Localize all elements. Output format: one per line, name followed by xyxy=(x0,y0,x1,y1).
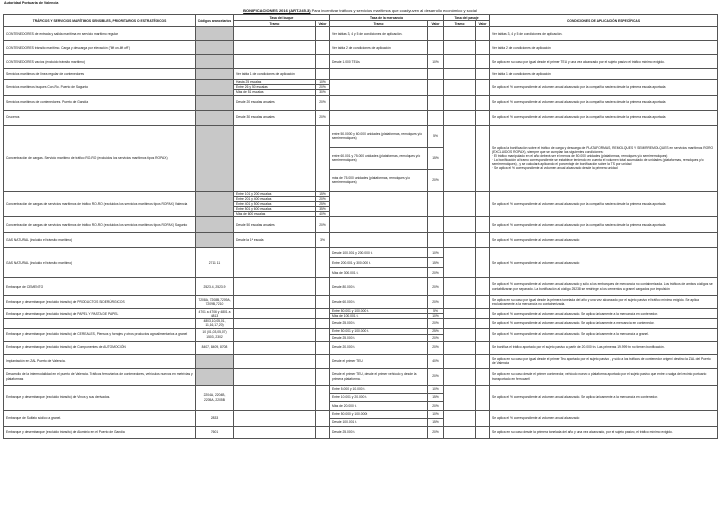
merc-tramo-cell: entre 60.001 y 75.000 unidades (plataformas, remolques y/o semirremolques) xyxy=(330,147,428,169)
merc-tramo-cell: Ver tablas 3, 4 y 5 de condiciones de aplicación. xyxy=(330,27,428,41)
table-row xyxy=(4,426,718,438)
merc-valor-cell: 10% xyxy=(428,314,444,319)
conditions-cell: Ver tablas 3, 4 y 5 de condiciones de aplicación. xyxy=(490,27,718,41)
codes-cell: 2711 11 xyxy=(196,248,234,278)
codes-cell xyxy=(196,217,234,233)
col-tasa-mercancia: Tasa de la mercancía xyxy=(330,15,444,21)
traffic-cell: Embarque y desembarque (excluido tránsito) de Componentes de AUTOMOCIÓN xyxy=(4,341,196,354)
codes-cell: 4701 a 4706 y 4801 a 4813 xyxy=(196,309,234,319)
buque-tramo-cell xyxy=(234,368,316,385)
buque-tramo-cell: Desde 50 escalas anuales xyxy=(234,217,316,233)
buque-valor-cell xyxy=(316,278,330,296)
title-bold: BONIFICACIONES 2016 (ART.245.3) xyxy=(243,8,311,13)
merc-tramo-cell: Más de 100.001 t. xyxy=(330,314,428,319)
merc-tramo-cell xyxy=(330,191,428,217)
buque-valor-cell: 15% xyxy=(316,191,330,196)
table-row xyxy=(4,27,718,41)
buque-tramo-cell: Entre 501 y 600 escalas xyxy=(234,206,316,211)
pasaje-tramo-cell xyxy=(444,368,476,385)
conditions-cell: Se aplica el % correspondiente al volumen anual alcanzado por la compañía naviera desde la primera escala aportada xyxy=(490,80,718,95)
merc-valor-cell xyxy=(428,217,444,233)
buque-tramo-cell xyxy=(234,125,316,191)
merc-valor-cell: 15% xyxy=(428,258,444,268)
pasaje-valor-cell xyxy=(476,341,490,354)
codes-cell xyxy=(196,191,234,217)
conditions-cell: Se aplica el % correspondiente al volumen anual alcanzado por la compañía naviera desde la primera escala aportada xyxy=(490,110,718,125)
merc-valor-cell: 20% xyxy=(428,169,444,191)
buque-valor-cell xyxy=(316,41,330,55)
title-rest: Para incentivar tráficos y servicios marítimos que coadyuven al desarrollo económico y social xyxy=(310,8,477,13)
buque-valor-cell: 3% xyxy=(316,233,330,248)
codes-cell: 7208A, 7208B,7209A, 7209B,7210 xyxy=(196,296,234,309)
pasaje-tramo-cell xyxy=(444,27,476,41)
merc-tramo-cell: Desde 100.001 y 200.000 t. xyxy=(330,248,428,258)
pasaje-tramo-cell xyxy=(444,354,476,368)
codes-cell xyxy=(196,41,234,55)
merc-valor-cell: 25% xyxy=(428,328,444,335)
table-row xyxy=(4,110,718,125)
pasaje-valor-cell xyxy=(476,69,490,80)
col-traffic: TRÁFICOS Y SERVICIOS MARÍTIMOS SENSIBLES, PRIORITARIOS O ESTRATÉGICOS xyxy=(4,15,196,27)
codes-cell xyxy=(196,80,234,95)
buque-tramo-cell xyxy=(234,248,316,278)
pasaje-tramo-cell xyxy=(444,426,476,438)
traffic-cell: CONTENEDORES tránsito marítimo. Carga y descarga por elevación ("lift on-lift off") xyxy=(4,41,196,55)
pasaje-tramo-cell xyxy=(444,248,476,278)
buque-valor-cell: 20% xyxy=(316,95,330,110)
traffic-cell: Servicios marítimos buques Con-Ro. Puerto de Sagunto xyxy=(4,80,196,95)
pasaje-tramo-cell xyxy=(444,328,476,341)
merc-valor-cell xyxy=(428,27,444,41)
merc-valor-cell xyxy=(428,233,444,248)
buque-tramo-cell xyxy=(234,319,316,328)
col-tasa-buque: Tasa del buque xyxy=(234,15,330,21)
conditions-cell: Se aplica el % correspondiente al volumen anual alcanzado por la compañía naviera desde la primera escala aportada xyxy=(490,217,718,233)
traffic-cell: Embarque y desembarque (excluido tránsito) de PAPEL Y PASTA DE PAPEL xyxy=(4,309,196,319)
merc-tramo-cell xyxy=(330,69,428,80)
buque-valor-cell xyxy=(316,426,330,438)
conditions-cell: Se aplica la bonificación sobre el tráfico de carga y descarga de PLATAFORMAS, REMOLQUES Y SEMIRREMOLQUES en servicios marítimos RORO (EXCLUIDOS ROPAX), siempre que se cumplan las siguientes condiciones: · El tráfico manipulado en el año deberá ser el menos de 50.000 unidades (plataformas, remolques y/o semirremolques) · La bonificación al tramo correspondiente se establece teniendo en cuenta el volumen total acumulado de unidades (plataformas, remolques y/o semirremolques) , y se calculará aplicando el porcentaje de bonificación sobre la TS por unidad · Se aplica el % correspondiente al volumen anual alcanzado desde la primera unidad xyxy=(490,125,718,191)
table-row xyxy=(4,191,718,196)
merc-tramo-cell: Entre 5.000 y 10.000 t. xyxy=(330,385,428,393)
traffic-cell: Servicios marítimos de contenedores. Puerto de Gandía xyxy=(4,95,196,110)
merc-tramo-cell: Desde 20.000 t. xyxy=(330,341,428,354)
codes-cell: 8407, 8409, 8708 xyxy=(196,341,234,354)
codes-cell xyxy=(196,110,234,125)
merc-tramo-cell xyxy=(330,233,428,248)
col-conditions: CONDICIONES DE APLICACIÓN ESPECÍFICAS xyxy=(490,15,718,27)
traffic-cell: GAS NATURAL (incluido el tránsito marítimo) xyxy=(4,233,196,248)
merc-tramo-cell: Desde 25.000 t. xyxy=(330,426,428,438)
buque-tramo-cell: Entre 201 y 400 escalas xyxy=(234,196,316,201)
table-row xyxy=(4,125,718,147)
buque-valor-cell xyxy=(316,55,330,69)
merc-valor-cell: 20% xyxy=(428,296,444,309)
buque-valor-cell: 30% xyxy=(316,90,330,95)
merc-valor-cell: 15% xyxy=(428,147,444,169)
merc-valor-cell: 20% xyxy=(428,402,444,410)
conditions-cell: Se aplica el % correspondiente al volumen anual alcanzado xyxy=(490,248,718,278)
codes-cell: 2204A, 2204B, 2205A, 2205B xyxy=(196,385,234,410)
traffic-cell: Embarque de Sulfato sódico a granel. xyxy=(4,410,196,426)
buque-valor-cell xyxy=(316,328,330,341)
buque-valor-cell xyxy=(316,309,330,319)
table-row xyxy=(4,55,718,69)
pasaje-valor-cell xyxy=(476,278,490,296)
buque-tramo-cell xyxy=(234,328,316,341)
conditions-cell: Se aplica el % correspondiente al volumen anual alcanzado. Se aplica únicamente a mercancía en contenedor. xyxy=(490,319,718,328)
conditions-cell: Se aplica en su caso desde el primer contenedor, vehículo nuevo o plataforma aportado por el sujeto pasivo que entre o salga del recinto portuario transportado en ferrocarril xyxy=(490,368,718,385)
merc-valor-cell: 20% xyxy=(428,268,444,278)
buque-valor-cell xyxy=(316,354,330,368)
merc-tramo-cell: entre 50.0000 y 60.000 unidades (plataformas, remolques y/o semirremolques) xyxy=(330,125,428,147)
buque-valor-cell xyxy=(316,248,330,278)
document-title xyxy=(0,8,720,13)
merc-tramo-cell: Desde el primer TEU xyxy=(330,354,428,368)
merc-valor-cell: 10% xyxy=(428,385,444,393)
pasaje-valor-cell xyxy=(476,385,490,410)
merc-tramo-cell: Desde 60.000 t. xyxy=(330,296,428,309)
buque-tramo-cell xyxy=(234,410,316,426)
pasaje-valor-cell xyxy=(476,248,490,278)
merc-valor-cell xyxy=(428,41,444,55)
pasaje-valor-cell xyxy=(476,191,490,217)
merc-valor-cell: 20% xyxy=(428,335,444,342)
pasaje-valor-cell xyxy=(476,125,490,191)
pasaje-tramo-cell xyxy=(444,191,476,217)
buque-tramo-cell xyxy=(234,354,316,368)
traffic-cell: Concentración de cargas de servicios marítimos de tráfico RO-RO (excluidos los servicios marítimos tipos ROPAX) Sagunto xyxy=(4,217,196,233)
merc-tramo-cell: Desde 25.000 t. xyxy=(330,335,428,342)
pasaje-valor-cell xyxy=(476,110,490,125)
table-row xyxy=(4,278,718,296)
buque-valor-cell: 20% xyxy=(316,110,330,125)
traffic-cell: Embarque y desembarque (excluido tránsito) de CEREALES, Piensos y forrajes y otros productos agroalimentarios a granel xyxy=(4,328,196,341)
merc-tramo-cell: Entre 200.001 y 300.000 t. xyxy=(330,258,428,268)
traffic-cell: Cruceros xyxy=(4,110,196,125)
pasaje-tramo-cell xyxy=(444,341,476,354)
merc-tramo-cell xyxy=(330,217,428,233)
merc-tramo-cell: Entre 10.001 y 20.000 t. xyxy=(330,393,428,401)
pasaje-valor-cell xyxy=(476,328,490,341)
buque-valor-cell xyxy=(316,410,330,426)
pasaje-valor-cell xyxy=(476,354,490,368)
pasaje-valor-cell xyxy=(476,410,490,426)
merc-tramo-cell: Desde 100.001 t. xyxy=(330,418,428,426)
pasaje-tramo-cell xyxy=(444,110,476,125)
conditions-cell: Se aplica el % correspondiente al volumen anual alcanzado xyxy=(490,233,718,248)
buque-tramo-cell: Desde 20 escalas anuales xyxy=(234,95,316,110)
buque-tramo-cell xyxy=(234,41,316,55)
merc-valor-cell: 20% xyxy=(428,426,444,438)
buque-tramo-cell xyxy=(234,385,316,410)
merc-valor-cell xyxy=(428,69,444,80)
merc-valor-cell: 10% xyxy=(428,248,444,258)
traffic-cell: CONTENEDORES de entrada y salida marítima en servicio marítimo regular xyxy=(4,27,196,41)
buque-tramo-cell: Entre 26 y 50 escalas xyxy=(234,85,316,90)
table-body xyxy=(4,27,718,438)
buque-tramo-cell xyxy=(234,27,316,41)
table-row xyxy=(4,69,718,80)
table-row xyxy=(4,309,718,314)
pasaje-valor-cell xyxy=(476,27,490,41)
conditions-cell: Ver tabla 2 de condiciones de aplicación xyxy=(490,41,718,55)
merc-valor-cell: 15% xyxy=(428,418,444,426)
buque-tramo-cell: Más de 600 escalas xyxy=(234,211,316,216)
merc-valor-cell: 5% xyxy=(428,309,444,314)
conditions-cell: Se bonifica el tráfico aportado por el sujeto pasivo a partir de 20.000 tn. Las primeras 19.999 tn no tienen bonificación. xyxy=(490,341,718,354)
buque-valor-cell: 20% xyxy=(316,217,330,233)
pasaje-tramo-cell xyxy=(444,385,476,410)
merc-valor-cell: 20% xyxy=(428,341,444,354)
conditions-cell: Se aplica el % correspondiente al volumen anual alcanzado. Se aplica únicamente a la mercancía en contenedor. xyxy=(490,309,718,319)
conditions-cell: Se aplica el % correspondiente al volumen anual alcanzado y sólo a los embarques de mercancía no containerizada. Los tráficos de ambos códigos se contabilizaran por separado. La bonificación al código 25238 se restringe a los cementos a granel cargados por impulsión xyxy=(490,278,718,296)
buque-valor-cell: 20% xyxy=(316,85,330,90)
pasaje-valor-cell xyxy=(476,55,490,69)
merc-valor-cell xyxy=(428,95,444,110)
buque-valor-cell xyxy=(316,27,330,41)
pasaje-valor-cell xyxy=(476,95,490,110)
merc-valor-cell: 20% xyxy=(428,278,444,296)
table-row xyxy=(4,95,718,110)
merc-valor-cell: 20% xyxy=(428,368,444,385)
table-row xyxy=(4,217,718,233)
codes-cell: 2523.4, 2523.9 xyxy=(196,278,234,296)
codes-cell: 4803,10,05,01, 11,16,17,20) xyxy=(196,319,234,328)
pasaje-valor-cell xyxy=(476,80,490,95)
pasaje-valor-cell xyxy=(476,296,490,309)
traffic-cell: Concentración de cargas de servicios marítimos de tráfico RO-RO (excluidos los servicios marítimos tipos ROPAX) Valencia xyxy=(4,191,196,217)
col-pasaje-tramo: Tramo xyxy=(444,21,476,27)
col-buque-valor: Valor xyxy=(316,21,330,27)
pasaje-tramo-cell xyxy=(444,217,476,233)
buque-valor-cell: 40% xyxy=(316,211,330,216)
bonificaciones-table xyxy=(3,14,718,439)
table-row xyxy=(4,233,718,248)
buque-valor-cell: 20% xyxy=(316,196,330,201)
buque-valor-cell xyxy=(316,69,330,80)
pasaje-tramo-cell xyxy=(444,278,476,296)
traffic-cell: Concentración de cargas. Servicio marítimo de tráfico RO-RO (excluidos los servicios marítimos tipos ROPAX) xyxy=(4,125,196,191)
buque-tramo-cell: Entre 101 y 200 escalas xyxy=(234,191,316,196)
traffic-cell: Embarque de CEMENTO xyxy=(4,278,196,296)
pasaje-tramo-cell xyxy=(444,69,476,80)
merc-tramo-cell: Desde 1.000 TEUs xyxy=(330,55,428,69)
pasaje-valor-cell xyxy=(476,217,490,233)
buque-valor-cell xyxy=(316,125,330,191)
codes-cell xyxy=(196,95,234,110)
buque-tramo-cell xyxy=(234,278,316,296)
table-row xyxy=(4,80,718,85)
document-header: Autoridad Portuaria de Valencia xyxy=(4,1,59,5)
merc-tramo-cell: Más de 20.000 t. xyxy=(330,402,428,410)
merc-valor-cell: 40% xyxy=(428,354,444,368)
merc-valor-cell: 10% xyxy=(428,55,444,69)
buque-valor-cell xyxy=(316,341,330,354)
merc-valor-cell: 15% xyxy=(428,393,444,401)
merc-tramo-cell xyxy=(330,80,428,95)
buque-valor-cell: 10% xyxy=(316,80,330,85)
merc-valor-cell xyxy=(428,191,444,217)
table-row xyxy=(4,248,718,258)
conditions-cell: Se aplica el % correspondiente al volumen anual alcanzado. Se aplica únicamente a la mercancía en contenedor. xyxy=(490,385,718,410)
buque-tramo-cell: Desde la 1ª escala xyxy=(234,233,316,248)
buque-tramo-cell xyxy=(234,426,316,438)
merc-valor-cell xyxy=(428,80,444,95)
buque-valor-cell xyxy=(316,296,330,309)
codes-cell xyxy=(196,368,234,385)
codes-cell xyxy=(196,354,234,368)
pasaje-tramo-cell xyxy=(444,309,476,319)
pasaje-valor-cell xyxy=(476,319,490,328)
conditions-cell: Se aplica en su caso desde la primera tonelada del año y una vez alcanzado, por el sujeto pasivo, el tráfico mínimo exigido. xyxy=(490,426,718,438)
pasaje-valor-cell xyxy=(476,233,490,248)
table-row xyxy=(4,341,718,354)
merc-tramo-cell: Desde 25.000 t. xyxy=(330,319,428,328)
table-row xyxy=(4,354,718,368)
merc-tramo-cell: Entre 50.001 y 100.000 t. xyxy=(330,328,428,335)
codes-cell xyxy=(196,69,234,80)
pasaje-valor-cell xyxy=(476,426,490,438)
conditions-cell: Ver tabla 1 de condiciones de aplicación xyxy=(490,69,718,80)
pasaje-valor-cell xyxy=(476,41,490,55)
conditions-cell: Se aplica el % correspondiente al volumen anual alcanzado por la compañía naviera desde la primera escala aportada xyxy=(490,95,718,110)
merc-valor-cell: 20% xyxy=(428,319,444,328)
col-merc-valor: Valor xyxy=(428,21,444,27)
pasaje-tramo-cell xyxy=(444,95,476,110)
buque-tramo-cell: Hasta 25 escalas xyxy=(234,80,316,85)
codes-cell: 10 (01,03,05,07) 1503, 2302 xyxy=(196,328,234,341)
buque-tramo-cell: Entre 401 y 500 escalas xyxy=(234,201,316,206)
traffic-cell: Embarque y desembarque (excluido tránsito) de PRODUCTOS SIDERÚRGICOS xyxy=(4,296,196,309)
buque-tramo-cell: Desde 30 escalas anuales xyxy=(234,110,316,125)
codes-cell: 7601 xyxy=(196,426,234,438)
traffic-cell: Servicios marítimos de línea regular de contenedores xyxy=(4,69,196,80)
codes-cell xyxy=(196,27,234,41)
traffic-cell: GAS NATURAL (incluido el tránsito marítimo) xyxy=(4,248,196,278)
traffic-cell xyxy=(4,319,196,328)
conditions-cell: Se aplica en su caso por igual desde el primer Teu aportado por el sujeto pasivo , y sólo a los tráficos de contenedor origen/ destino la ZAL del Puerto de Valencia xyxy=(490,354,718,368)
pasaje-tramo-cell xyxy=(444,233,476,248)
buque-tramo-cell: Más de 51 escalas xyxy=(234,90,316,95)
traffic-cell: Embarque y desembarque (excluido tránsito) de Aluminio en el Puerto de Gandía xyxy=(4,426,196,438)
merc-tramo-cell: más de 75.000 unidades (plataformas, remolques y/o semirremolques) xyxy=(330,169,428,191)
merc-tramo-cell xyxy=(330,95,428,110)
conditions-cell: Se aplica el % correspondiente al volumen anual alcanzado por la compañía naviera desde la primera escala aportada xyxy=(490,191,718,217)
merc-tramo-cell: Desde 80.000 t. xyxy=(330,278,428,296)
traffic-cell: Implantación en ZAL Puerto de Valencia. xyxy=(4,354,196,368)
codes-cell xyxy=(196,125,234,191)
table-row xyxy=(4,296,718,309)
merc-tramo-cell: Más de 300.001 t. xyxy=(330,268,428,278)
col-merc-tramo: Tramo xyxy=(330,21,428,27)
merc-tramo-cell: Entre 50.000 y 100.000t xyxy=(330,410,428,418)
traffic-cell: CONTENEDORES vacíos (excluido tránsito marítimo) xyxy=(4,55,196,69)
buque-valor-cell xyxy=(316,385,330,410)
table-row xyxy=(4,410,718,418)
merc-tramo-cell xyxy=(330,110,428,125)
codes-cell xyxy=(196,55,234,69)
pasaje-valor-cell xyxy=(476,368,490,385)
pasaje-tramo-cell xyxy=(444,410,476,426)
col-pasaje-valor: Valor xyxy=(476,21,490,27)
merc-valor-cell xyxy=(428,110,444,125)
merc-valor-cell: 5% xyxy=(428,125,444,147)
conditions-cell: Se aplica el % correspondiente al volumen anual alcanzado. Se aplica únicamente a la mercancía a granel. xyxy=(490,328,718,341)
buque-tramo-cell xyxy=(234,55,316,69)
pasaje-tramo-cell xyxy=(444,80,476,95)
pasaje-tramo-cell xyxy=(444,296,476,309)
traffic-cell: Desarrollo de la intermodalidad en el puerto de Valencia. Tráficos ferroviarios de contenedores, vehículos nuevos en metrívias y plataformas xyxy=(4,368,196,385)
buque-valor-cell xyxy=(316,368,330,385)
buque-tramo-cell xyxy=(234,341,316,354)
conditions-cell: Se aplica en su caso por igual desde el primer TEU y una vez alcanzado por el sujeto pasivo el tráfico mínimo exigido. xyxy=(490,55,718,69)
table-row xyxy=(4,368,718,385)
merc-tramo-cell: Desde el primer TEU, desde el primer vehículo y desde la primera plataforma. xyxy=(330,368,428,385)
buque-valor-cell xyxy=(316,319,330,328)
pasaje-tramo-cell xyxy=(444,319,476,328)
buque-tramo-cell xyxy=(234,309,316,319)
codes-cell: 2833 xyxy=(196,410,234,426)
merc-valor-cell: 10% xyxy=(428,410,444,418)
col-codes: Códigos arancelarios xyxy=(196,15,234,27)
buque-tramo-cell: Ver tabla 1 de condiciones de aplicación xyxy=(234,69,316,80)
col-buque-tramo: Tramo xyxy=(234,21,316,27)
buque-valor-cell: 25% xyxy=(316,201,330,206)
pasaje-valor-cell xyxy=(476,309,490,319)
conditions-cell: Se aplica en su caso por igual desde la primera tonelada del año y una vez alcanzado por el sujeto pasivo el tráfico mínimo exigido. Se aplica exclusivamente a la mercancía no containerizada. xyxy=(490,296,718,309)
codes-cell xyxy=(196,233,234,248)
merc-tramo-cell: Entre 50.001 y 100.000 t. xyxy=(330,309,428,314)
buque-valor-cell: 35% xyxy=(316,206,330,211)
conditions-cell: Se aplica el % correspondiente al volumen anual alcanzado xyxy=(490,410,718,426)
merc-tramo-cell: Ver tabla 2 de condiciones de aplicación xyxy=(330,41,428,55)
pasaje-tramo-cell xyxy=(444,55,476,69)
col-tasa-pasaje: Tasa del pasaje xyxy=(444,15,490,21)
buque-tramo-cell xyxy=(234,296,316,309)
table-row xyxy=(4,319,718,328)
table-row xyxy=(4,41,718,55)
table-row xyxy=(4,385,718,393)
pasaje-tramo-cell xyxy=(444,41,476,55)
pasaje-tramo-cell xyxy=(444,125,476,191)
traffic-cell: Embarque y desembarque (excluido tránsito) de Vinos y sus derivados. xyxy=(4,385,196,410)
